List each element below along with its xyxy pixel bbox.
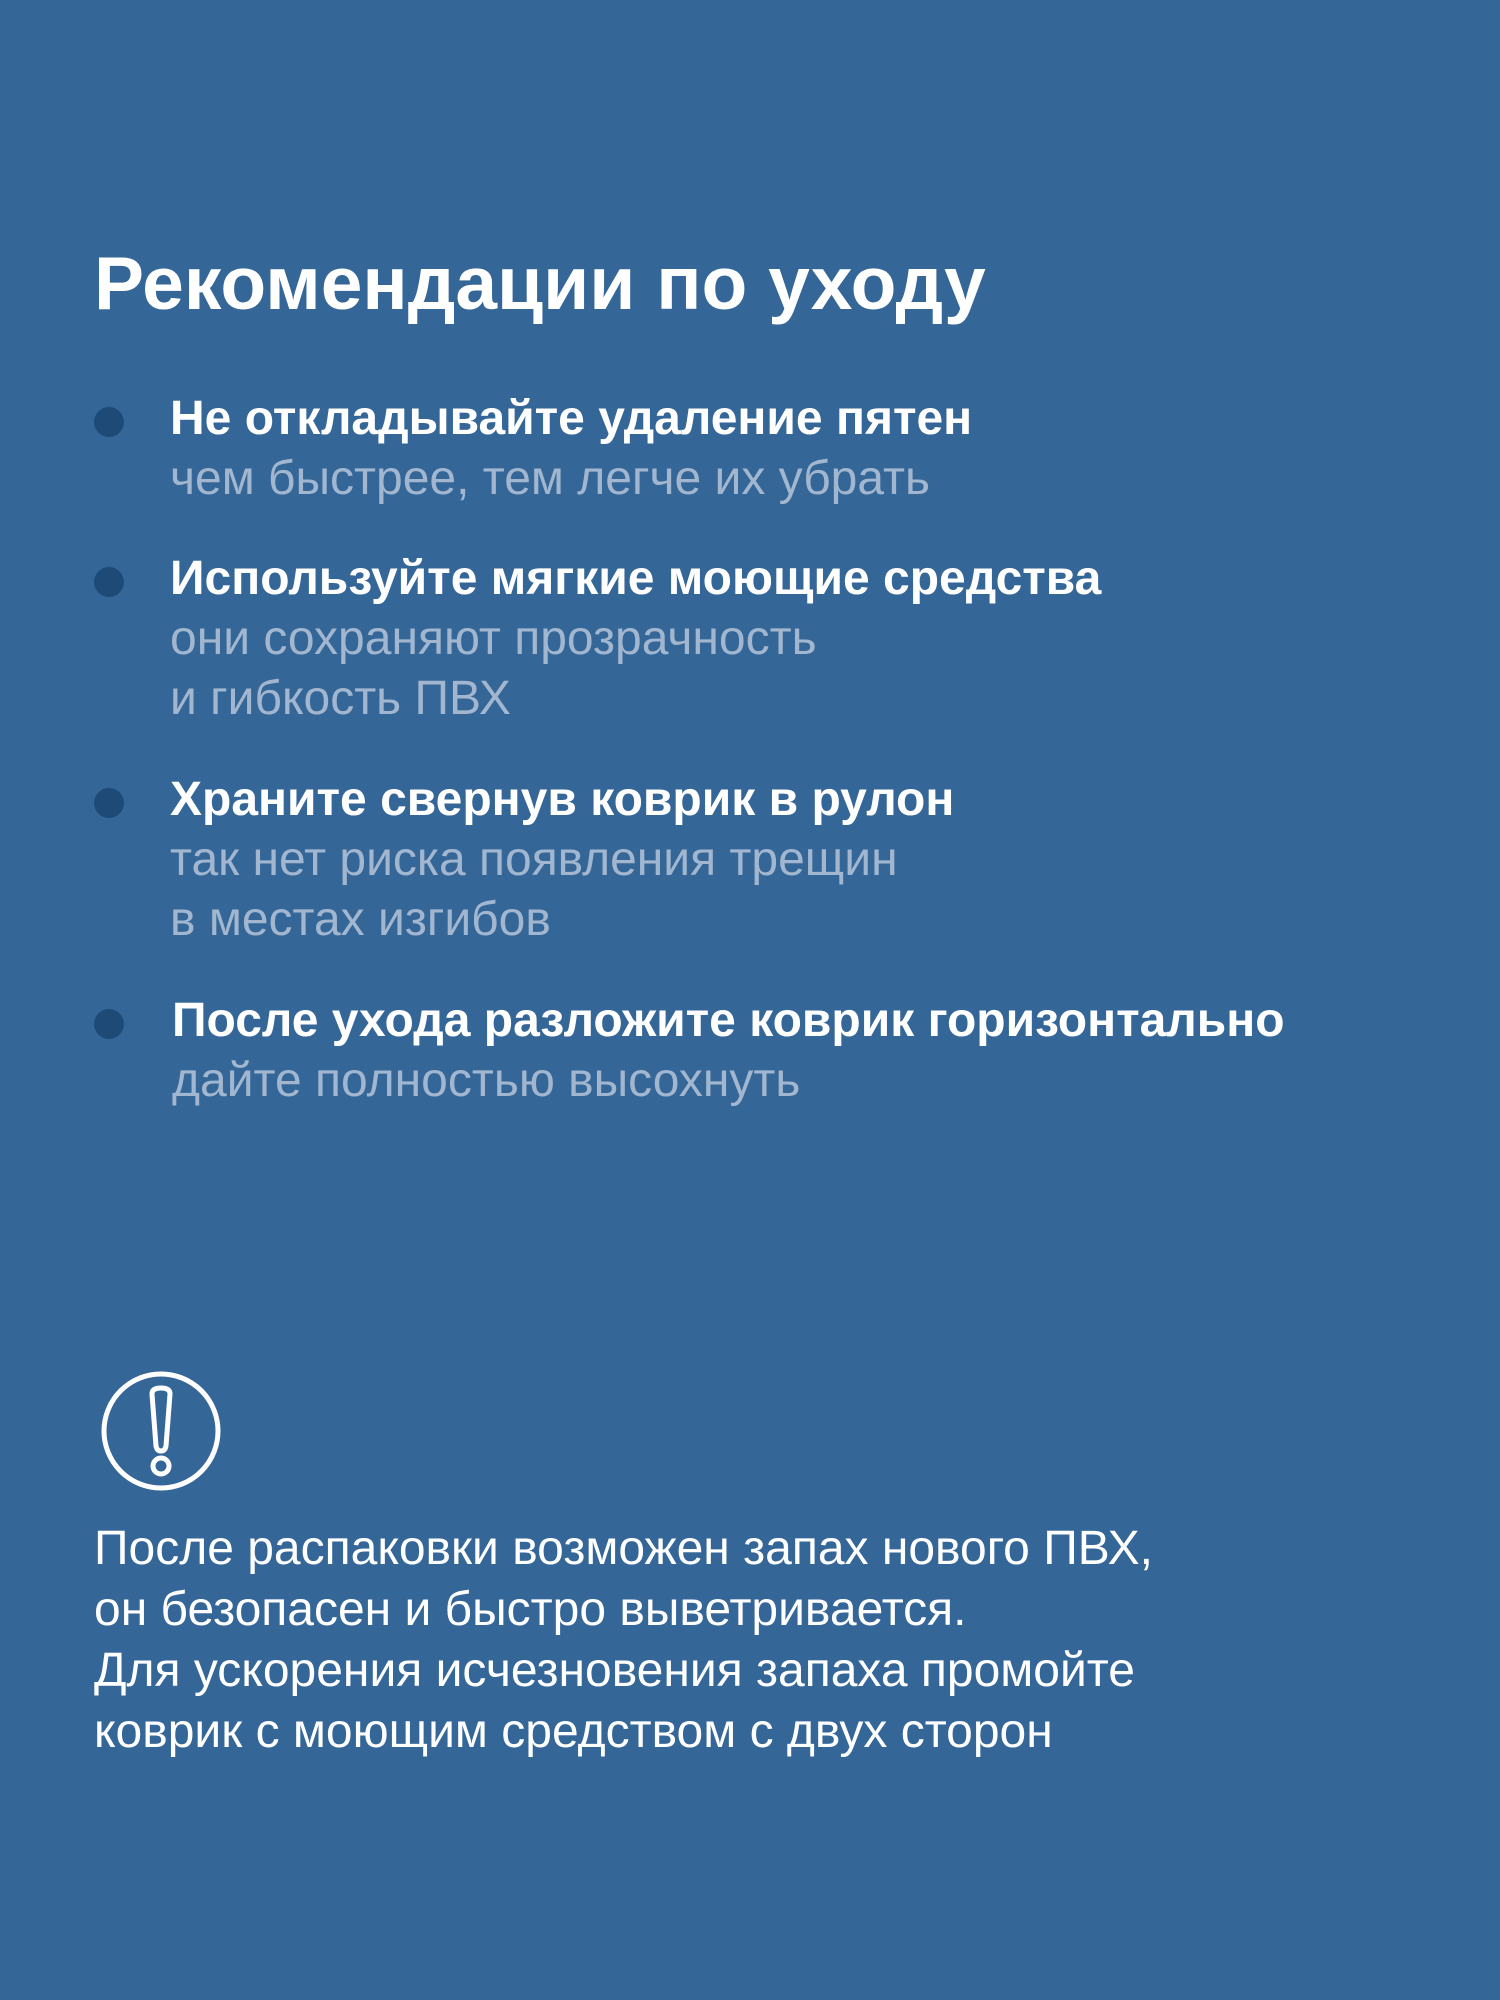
care-tip-heading: Не откладывайте удаление пятен <box>170 392 973 445</box>
care-tip-text <box>170 389 1460 509</box>
warning-note-line: После распаковки возможен запах нового ПВХ, <box>94 1522 1153 1575</box>
bullet-dot <box>94 407 124 437</box>
warning-note-line: он безопасен и быстро выветривается. <box>94 1583 967 1636</box>
care-tip-text <box>170 770 1460 950</box>
care-tip-heading: Храните свернув коврик в рулон <box>170 773 955 826</box>
care-tip-description: и гибкость ПВХ <box>170 672 511 725</box>
care-tip-description: дайте полностью высохнуть <box>172 1054 801 1107</box>
care-tip-text <box>172 991 1462 1111</box>
bullet-dot <box>94 788 124 818</box>
care-tip-description: они сохраняют прозрачность <box>170 612 817 665</box>
care-tip-heading: Используйте мягкие моющие средства <box>170 552 1102 605</box>
care-tip-description: чем быстрее, тем легче их убрать <box>170 452 931 505</box>
care-tip-description: так нет риска появления трещин <box>170 833 898 886</box>
page-title: Рекомендации по уходу <box>94 241 986 325</box>
bullet-dot <box>94 1009 124 1039</box>
bullet-dot <box>94 567 124 597</box>
warning-note-line: коврик с моющим средством с двух сторон <box>94 1705 1053 1758</box>
exclamation-circle-icon <box>100 1370 222 1492</box>
care-tip-description: в местах изгибов <box>170 893 551 946</box>
care-tip-heading: После ухода разложите коврик горизонтально <box>172 994 1285 1047</box>
warning-note-line: Для ускорения исчезновения запаха промойте <box>94 1644 1135 1697</box>
warning-note <box>94 1518 1454 1762</box>
care-tip-text <box>170 549 1460 729</box>
